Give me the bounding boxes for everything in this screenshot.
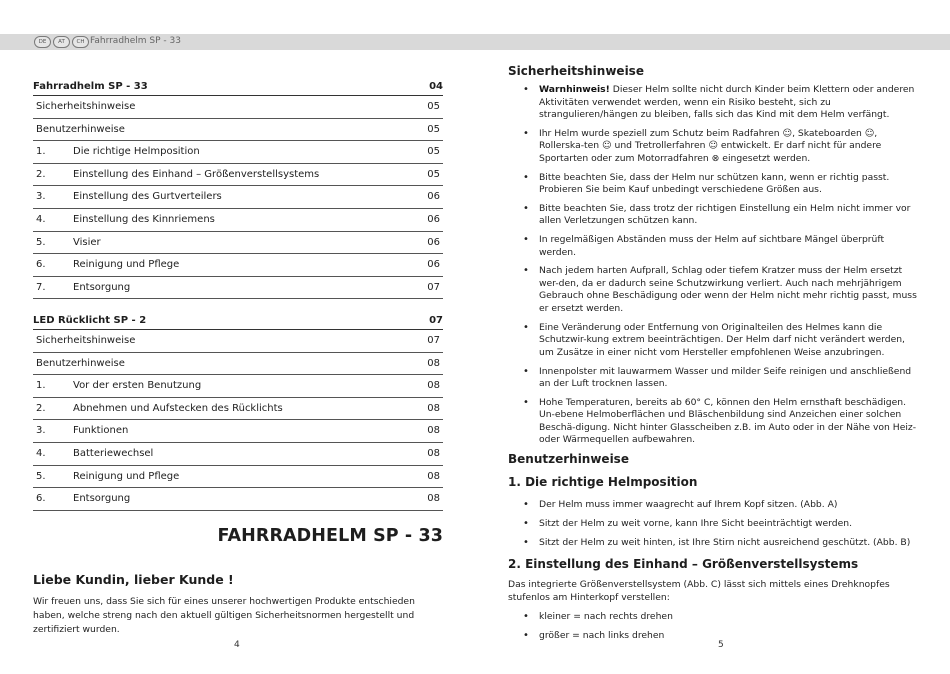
toc-row-number: 3. <box>36 191 46 203</box>
list-item: • In regelmäßigen Abständen muss der Helm auf sichtbare Mängel überprüft werden. <box>508 234 920 259</box>
toc-row-page: 05 <box>427 123 440 135</box>
page-number-right: 5 <box>718 640 724 650</box>
list-item: • kleiner = nach rechts drehen <box>508 611 920 624</box>
toc-row-number: 5. <box>36 236 46 248</box>
toc-row-title: Benutzerhinweise <box>36 123 125 135</box>
toc-row-page: 08 <box>427 402 440 414</box>
toc-row-number: 1. <box>36 380 46 392</box>
toc-row-number: 6. <box>36 493 46 505</box>
toc-row-page: 08 <box>427 470 440 482</box>
toc-row-title: Entsorgung <box>73 281 131 293</box>
toc-row-page: 07 <box>427 335 440 346</box>
toc-row-title: Batteriewechsel <box>73 447 154 459</box>
country-badge: AT <box>53 36 70 48</box>
list-item: • Innenpolster mit lauwarmem Wasser und milder Seife reinigen und anschließend an der Luft trocknen lassen. <box>508 366 920 391</box>
toc-row-page: 08 <box>427 493 440 505</box>
toc-row[interactable] <box>33 164 443 187</box>
toc-row-title: Einstellung des Kinnriemens <box>73 213 215 225</box>
list-item: • Ihr Helm wurde speziell zum Schutz beim Radfahren ☺, Skateboarden ☺, Rollerska-ten ☺ und Tretrollerfahren ☺ entwickelt. Er darf nicht für andere Sportarten oder zum Motorradfahren ⊗ eingesetzt werden. <box>508 128 920 166</box>
country-badge: DE <box>34 36 51 48</box>
document-title: Fahrradhelm SP - 33 <box>90 36 181 46</box>
safety-heading: Sicherheitshinweise <box>508 64 644 78</box>
toc-row-number: 1. <box>36 146 46 158</box>
toc-row-page: 08 <box>427 447 440 459</box>
toc-row[interactable] <box>33 488 443 511</box>
list-item: • Der Helm muss immer waagrecht auf Ihrem Kopf sitzen. (Abb. A) <box>508 499 920 512</box>
toc-row[interactable] <box>33 443 443 466</box>
toc-row[interactable] <box>33 141 443 164</box>
toc-section-header[interactable] <box>33 315 443 330</box>
toc-row[interactable] <box>33 254 443 277</box>
toc-row-page: 08 <box>427 357 440 369</box>
toc-row-number: 4. <box>36 213 46 225</box>
toc-row-title: Sicherheitshinweise <box>36 101 136 112</box>
toc-row[interactable] <box>33 186 443 209</box>
list-item: • Nach jedem harten Aufprall, Schlag oder tiefem Kratzer muss der Helm ersetzt wer-den, da er dadurch seine Schutzwirkung verliert. Auch nach mehrjährigem Gebrauch ohne Beschädigung oder wenn der Helm nicht mehr richtig passt, muss er ersetzt werden. <box>508 265 920 315</box>
page-number-left: 4 <box>234 640 240 650</box>
toc-row-title: Entsorgung <box>73 493 131 505</box>
list-item: • Eine Veränderung oder Entfernung von Originalteilen des Helmes kann die Schutzwir-kung extrem beeinträchtigen. Der Helm darf nicht verändert werden, um Zusätze in einer nicht vom Hersteller empfohlenen Weise anzubringen. <box>508 322 920 360</box>
toc-row-page: 06 <box>427 191 440 203</box>
toc-section-page: 07 <box>429 315 443 326</box>
list-item: • Hohe Temperaturen, bereits ab 60° C, können den Helm ernsthaft beschädigen. Un-ebene Helmoberflächen und Bläschenbildung sind Anzeichen einer solchen Beschä-digung. Nicht hinter Glasscheiben z.B. im Auto oder in der Nähe von Heiz- oder Wärmequellen aufbewahren. <box>508 397 920 447</box>
section-1-list-wrap <box>508 499 920 555</box>
intro-paragraph: Wir freuen uns, dass Sie sich für eines unserer hochwertigen Produkte entschieden haben, welche streng nach den aktuell gültigen Sicherheitsnormen hergestellt und zertifiziert wurden. <box>33 596 415 635</box>
toc-rows <box>33 330 443 511</box>
toc-row-page: 05 <box>427 168 440 180</box>
toc-row-number: 2. <box>36 168 46 180</box>
section-2-list <box>508 611 920 642</box>
toc-row-page: 06 <box>427 236 440 248</box>
list-item: • Bitte beachten Sie, dass der Helm nur schützen kann, wenn er richtig passt. Probieren Sie beim Kauf unbedingt verschiedene Größen aus. <box>508 172 920 197</box>
toc-section-helmet <box>33 81 443 299</box>
toc-row-title: Reinigung und Pflege <box>73 470 180 482</box>
toc-row-title: Einstellung des Gurtverteilers <box>73 191 222 203</box>
toc-section-page: 04 <box>429 81 443 92</box>
toc-row[interactable] <box>33 119 443 142</box>
list-item: • Bitte beachten Sie, dass trotz der richtigen Einstellung ein Helm nicht immer vor allen Verletzungen schützen kann. <box>508 203 920 228</box>
toc-section-rear-light <box>33 315 443 511</box>
greeting-heading: Liebe Kundin, lieber Kunde ! <box>33 572 234 587</box>
toc-row-page: 08 <box>427 425 440 437</box>
section-1-list <box>508 499 920 549</box>
toc-row[interactable] <box>33 232 443 255</box>
country-badge: CH <box>72 36 89 48</box>
toc-row-page: 07 <box>427 281 440 293</box>
toc-row[interactable] <box>33 330 443 353</box>
safety-section <box>508 84 920 453</box>
toc-row-page: 05 <box>427 101 440 112</box>
toc-row-page: 06 <box>427 213 440 225</box>
toc-row-number: 7. <box>36 281 46 293</box>
list-item: • Sitzt der Helm zu weit hinten, ist Ihre Stirn nicht ausreichend geschützt. (Abb. B) <box>508 537 920 550</box>
toc-section-title: Fahrradhelm SP - 33 <box>33 81 148 92</box>
country-badges <box>34 36 89 48</box>
toc-row-title: Einstellung des Einhand – Größenverstellsystems <box>73 168 320 180</box>
toc-row-number: 6. <box>36 259 46 271</box>
toc-row-title: Visier <box>73 236 101 248</box>
header-bar <box>0 34 950 50</box>
warning-text: Dieser Helm sollte nicht durch Kinder beim Klettern oder anderen Aktivitäten verwendet werden, wenn ein Risiko besteht, sich zu strangulieren/hängen zu bleiben, falls sich das Kind mit dem Helm verfängt. <box>539 84 915 120</box>
toc-section-header[interactable] <box>33 81 443 96</box>
toc-row[interactable] <box>33 96 443 119</box>
toc-row[interactable] <box>33 375 443 398</box>
section-1-heading: 1. Die richtige Helmposition <box>508 475 698 489</box>
toc-row-title: Reinigung und Pflege <box>73 259 180 271</box>
toc-row-number: 5. <box>36 470 46 482</box>
section-2-paragraph: Das integrierte Größenverstellsystem (Abb. C) lässt sich mittels eines Drehknopfes stufenlos am Hinterkopf verstellen: <box>508 579 890 603</box>
main-title: FAHRRADHELM SP - 33 <box>217 526 443 546</box>
toc-row-page: 05 <box>427 146 440 158</box>
toc-row-page: 08 <box>427 380 440 392</box>
safety-list <box>508 84 920 447</box>
toc-row[interactable] <box>33 209 443 232</box>
list-item: • Sitzt der Helm zu weit vorne, kann Ihre Sicht beeinträchtigt werden. <box>508 518 920 531</box>
toc-row[interactable] <box>33 466 443 489</box>
toc-row-number: 3. <box>36 425 46 437</box>
section-2-heading: 2. Einstellung des Einhand – Größenverstellsystems <box>508 557 859 571</box>
toc-row-title: Benutzerhinweise <box>36 357 125 369</box>
warning-label: Warnhinweis! <box>539 84 610 95</box>
toc-row[interactable] <box>33 277 443 300</box>
user-notes-heading: Benutzerhinweise <box>508 452 629 466</box>
toc-rows <box>33 96 443 299</box>
toc-row-title: Funktionen <box>73 425 129 437</box>
toc-row-title: Die richtige Helmposition <box>73 146 200 158</box>
toc-row[interactable] <box>33 420 443 443</box>
toc-row[interactable] <box>33 398 443 421</box>
toc-row-title: Vor der ersten Benutzung <box>73 380 202 392</box>
list-item: • größer = nach links drehen <box>508 630 920 643</box>
toc-row-number: 2. <box>36 402 46 414</box>
list-item <box>508 84 920 122</box>
section-2-list-wrap <box>508 611 920 649</box>
toc-row[interactable] <box>33 353 443 376</box>
toc-row-number: 4. <box>36 447 46 459</box>
toc-row-title: Sicherheitshinweise <box>36 335 136 346</box>
toc-row-page: 06 <box>427 259 440 271</box>
toc-section-title: LED Rücklicht SP - 2 <box>33 315 147 326</box>
toc-row-title: Abnehmen und Aufstecken des Rücklichts <box>73 402 283 414</box>
